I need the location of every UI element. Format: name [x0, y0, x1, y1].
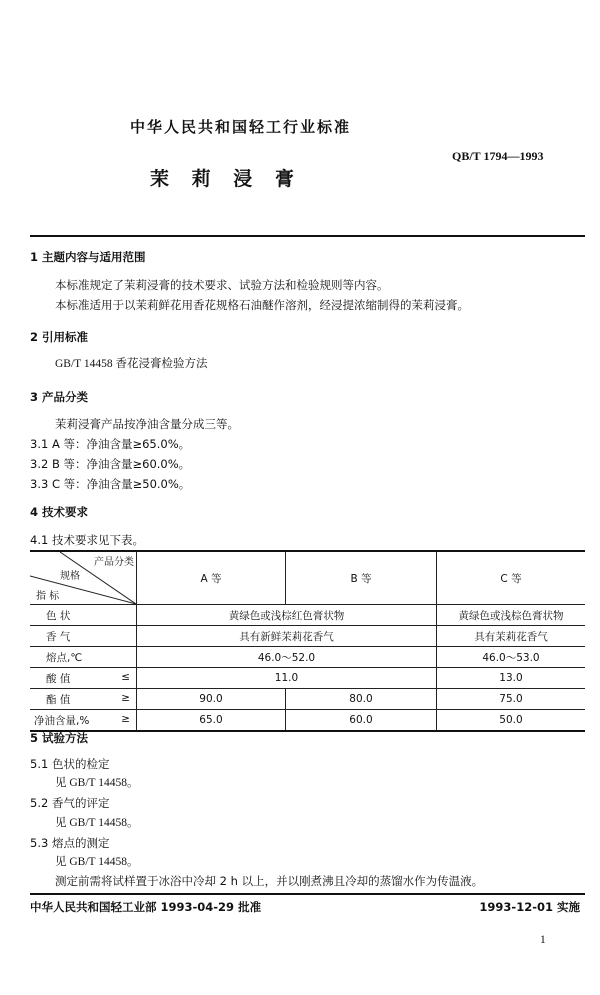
- row-label: 色 状: [46, 609, 71, 622]
- row-label: 香 气: [46, 630, 71, 643]
- column-header: B 等: [286, 551, 437, 605]
- column-header: A 等: [137, 551, 286, 605]
- corner-label-bottom: 指 标: [36, 591, 60, 602]
- clause-5-1: 5.1 色状的检定: [30, 757, 110, 771]
- reference-item: GB/T 14458 香花浸膏检验方法: [55, 358, 208, 370]
- cell: 60.0: [286, 710, 437, 732]
- org-title: 中华人民共和国轻工行业标准: [130, 118, 352, 136]
- cell: 11.0: [137, 668, 437, 689]
- cell: 46.0～53.0: [437, 647, 586, 668]
- row-symbol: ≥: [121, 691, 130, 704]
- cell: 黄绿色或浅棕红色膏状物: [137, 605, 437, 626]
- requirements-table: [30, 550, 585, 732]
- footer-rule: [30, 893, 585, 895]
- cell: 80.0: [286, 689, 437, 710]
- section-4-heading: 4 技术要求: [30, 505, 89, 519]
- table-row: [30, 668, 585, 689]
- clause-5-3: 5.3 熔点的测定: [30, 836, 110, 850]
- section-2-heading: 2 引用标准: [30, 330, 89, 344]
- clause-3-2: 3.2 B 等：净油含量≥60.0%。: [30, 457, 191, 471]
- document-title: 茉 莉 浸 膏: [150, 168, 302, 190]
- standard-number: QB/T 1794—1993: [452, 149, 544, 163]
- cell: 75.0: [437, 689, 586, 710]
- section-1-para: 本标准规定了茉莉浸膏的技术要求、试验方法和检验规则等内容。: [55, 278, 389, 292]
- table-row: [30, 689, 585, 710]
- table-row: [30, 626, 585, 647]
- corner-label-mid: 规格: [60, 571, 80, 582]
- cell: 具有茉莉花香气: [437, 626, 586, 647]
- clause-3-3: 3.3 C 等：净油含量≥50.0%。: [30, 477, 191, 491]
- row-label: 酯 值: [46, 693, 71, 706]
- table-row: [30, 605, 585, 626]
- cell: 13.0: [437, 668, 586, 689]
- table-row: [30, 710, 585, 732]
- corner-label-top: 产品分类: [94, 557, 134, 568]
- corner-cell: [30, 551, 137, 605]
- effective-date: 1993-12-01 实施: [479, 900, 580, 914]
- clause-text: 见 GB/T 14458。: [55, 817, 139, 829]
- column-header: C 等: [437, 551, 586, 605]
- cell: 黄绿色或浅棕色膏状物: [437, 605, 586, 626]
- clause-4-1: 4.1 技术要求见下表。: [30, 533, 144, 547]
- section-3-para: 茉莉浸膏产品按净油含量分成三等。: [55, 417, 239, 431]
- row-symbol: ≥: [121, 712, 130, 725]
- row-label: 酸 值: [46, 672, 71, 685]
- row-symbol: ≤: [121, 670, 130, 683]
- clause-note: 测定前需将试样置于冰浴中冷却 2 h 以上，并以刚煮沸且冷却的蒸馏水作为传温液。: [55, 874, 484, 888]
- clause-text: 见 GB/T 14458。: [55, 856, 139, 868]
- row-label: 熔点,℃: [46, 651, 83, 664]
- section-5-heading: 5 试验方法: [30, 731, 89, 745]
- section-1-para: 本标准适用于以茉莉鲜花用香花规格石油醚作溶剂，经浸提浓缩制得的茉莉浸膏。: [55, 298, 469, 312]
- table-header-row: [30, 551, 585, 605]
- cell: 50.0: [437, 710, 586, 732]
- clause-5-2: 5.2 香气的评定: [30, 796, 110, 810]
- cell: 65.0: [137, 710, 286, 732]
- row-label: 净油含量,%: [34, 714, 90, 727]
- clause-text: 见 GB/T 14458。: [55, 777, 139, 789]
- header-rule: [30, 235, 585, 237]
- section-3-heading: 3 产品分类: [30, 390, 89, 404]
- table-row: [30, 647, 585, 668]
- clause-3-1: 3.1 A 等：净油含量≥65.0%。: [30, 437, 191, 451]
- approval-line: 中华人民共和国轻工业部 1993-04-29 批准: [30, 900, 262, 914]
- section-1-heading: 1 主题内容与适用范围: [30, 250, 146, 264]
- page-number: 1: [540, 934, 546, 946]
- cell: 90.0: [137, 689, 286, 710]
- cell: 46.0～52.0: [137, 647, 437, 668]
- cell: 具有新鲜茉莉花香气: [137, 626, 437, 647]
